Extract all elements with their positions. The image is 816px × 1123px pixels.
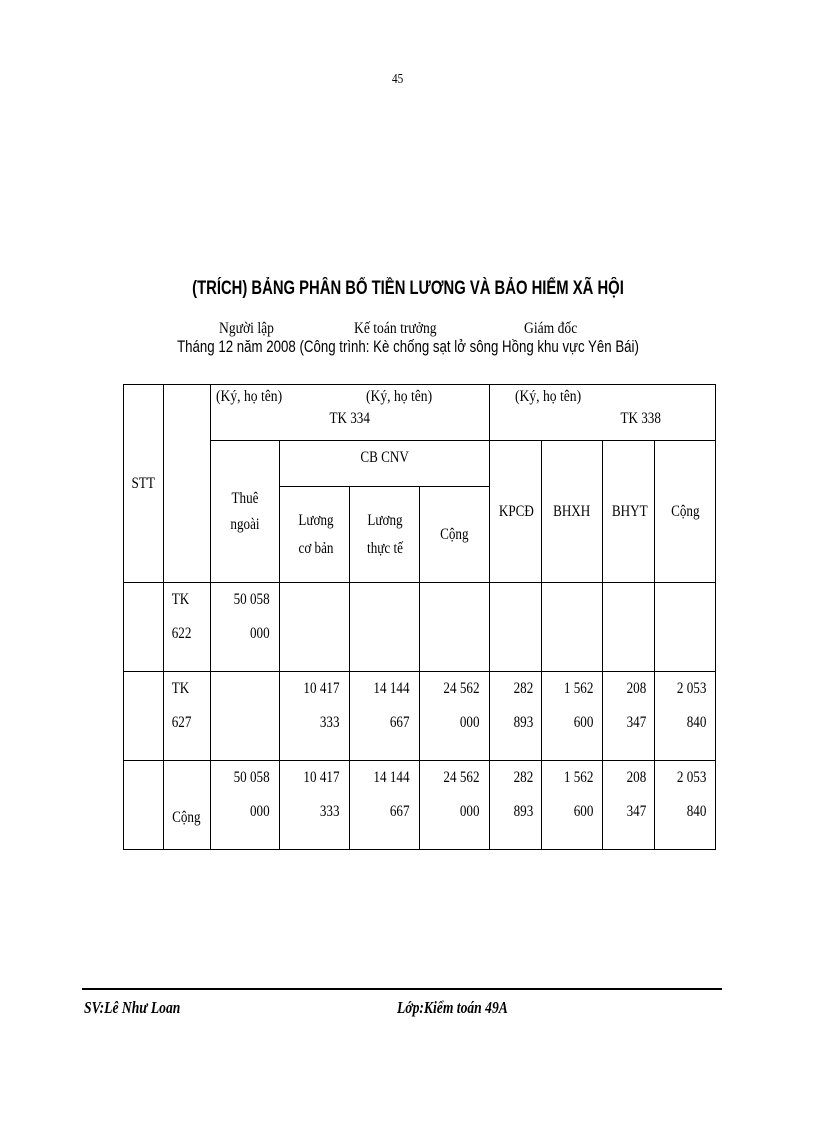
cell-bhyt: 208 347 — [603, 672, 655, 761]
cell-outsourced: 50 058 000 — [211, 761, 280, 850]
cell-actual: 14 144 667 — [350, 672, 420, 761]
header-cbcnv: CB CNV — [280, 441, 490, 487]
cell-basic — [280, 583, 350, 672]
page-subtitle: Tháng 12 năm 2008 (Công trình: Kè chống sạt lở sông Hồng khu vực Yên Bái) — [177, 337, 639, 356]
cell-subtotal — [420, 583, 490, 672]
salary-allocation-table — [123, 384, 716, 850]
footer-class: Lớp:Kiểm toán 49A — [397, 998, 508, 1017]
header-bhxh: BHXH — [542, 441, 603, 583]
sign-note-director: (Ký, họ tên) — [515, 388, 582, 405]
header-basic-salary: Lương cơ bản — [280, 487, 350, 583]
signer-preparer: Người lập — [219, 320, 274, 337]
row-label: TK 622 — [164, 583, 211, 672]
cell-bhxh: 1 562 600 — [542, 672, 603, 761]
cell-kpcd: 282 893 — [490, 761, 542, 850]
table-row — [124, 583, 716, 672]
table-row — [124, 761, 716, 850]
cell-outsourced: 50 058 000 — [211, 583, 280, 672]
cell-kpcd: 282 893 — [490, 672, 542, 761]
cell-bhxh: 1 562 600 — [542, 761, 603, 850]
cell-basic: 10 417 333 — [280, 672, 350, 761]
page-number: 45 — [392, 72, 404, 87]
sign-note-chief-accountant: (Ký, họ tên) — [366, 388, 433, 405]
cell-actual — [350, 583, 420, 672]
cell-basic: 10 417 333 — [280, 761, 350, 850]
header-stt: STT — [124, 385, 164, 583]
header-tk338: TK 338 — [490, 385, 716, 441]
cell-kpcd — [490, 583, 542, 672]
header-tk334: TK 334 — [211, 385, 490, 441]
cell-total: 2 053 840 — [655, 761, 716, 850]
row-label: TK 627 — [164, 672, 211, 761]
cell-subtotal: 24 562 000 — [420, 761, 490, 850]
page-title: (TRÍCH) BẢNG PHÂN BỔ TIỀN LƯƠNG VÀ BẢO HIỂM XÃ HỘI — [192, 278, 624, 299]
header-bhyt: BHYT — [603, 441, 655, 583]
cell-total — [655, 583, 716, 672]
cell-subtotal: 24 562 000 — [420, 672, 490, 761]
cell-bhyt — [603, 583, 655, 672]
cell-actual: 14 144 667 — [350, 761, 420, 850]
row-label: Cộng — [164, 761, 211, 850]
header-actual-salary: Lương thực tế — [350, 487, 420, 583]
signer-director: Giám đốc — [524, 320, 578, 337]
footer-student: SV:Lê Như Loan — [84, 998, 181, 1017]
header-blank — [164, 385, 211, 583]
cell-outsourced — [211, 672, 280, 761]
header-kpcd: KPCĐ — [490, 441, 542, 583]
cell-bhxh — [542, 583, 603, 672]
header-outsourced: Thuê ngoài — [211, 441, 280, 583]
footer-divider — [82, 988, 722, 990]
table-row — [124, 672, 716, 761]
signer-chief-accountant: Kế toán trưởng — [354, 320, 437, 337]
cell-total: 2 053 840 — [655, 672, 716, 761]
header-total: Cộng — [655, 441, 716, 583]
header-subtotal: Cộng — [420, 487, 490, 583]
cell-bhyt: 208 347 — [603, 761, 655, 850]
sign-note-preparer: (Ký, họ tên) — [216, 388, 283, 405]
